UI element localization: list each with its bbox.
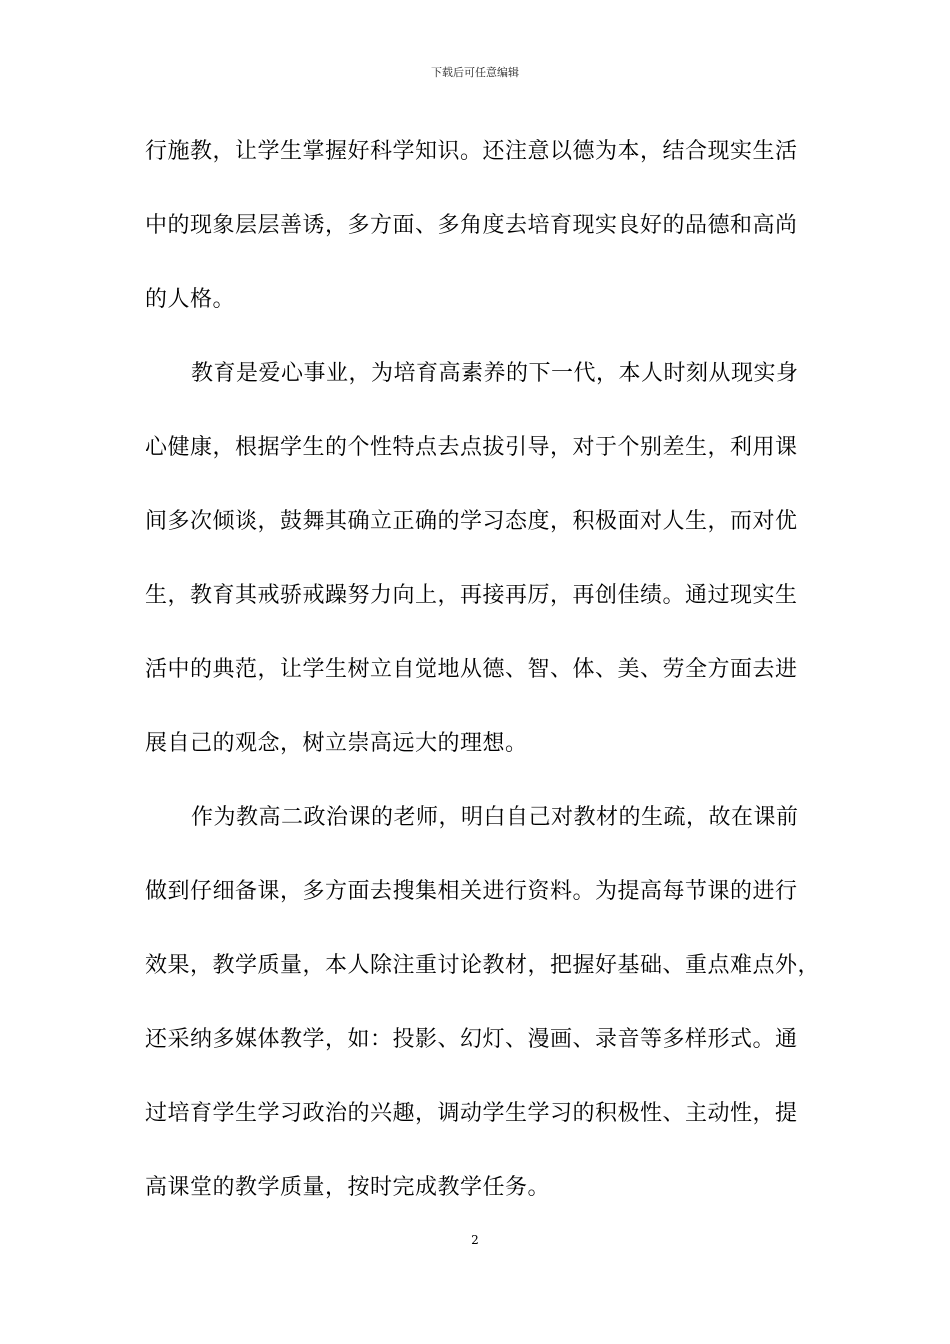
text-line: 过培育学生学习政治的兴趣，调动学生学习的积极性、主动性，提: [145, 1101, 798, 1126]
text-line: 做到仔细备课，多方面去搜集相关进行资料。为提高每节课的进行: [145, 879, 798, 904]
text-line: 的人格。: [145, 287, 236, 312]
text-line: 还采纳多媒体教学，如：投影、幻灯、漫画、录音等多样形式。通: [145, 1027, 798, 1052]
text-line: 间多次倾谈，鼓舞其确立正确的学习态度，积极面对人生，而对优: [145, 509, 798, 534]
paragraph-first-line: 教育是爱心事业，为培育高素养的下一代，本人时刻从现实身: [191, 361, 799, 386]
text-line: 生，教育其戒骄戒躁努力向上，再接再厉，再创佳绩。通过现实生: [145, 583, 798, 608]
page-number: 2: [471, 1233, 479, 1247]
page-header: 下载后可任意编辑: [431, 66, 519, 79]
text-line: 展自己的观念，树立崇高远大的理想。: [145, 731, 528, 756]
text-line: 效果，教学质量，本人除注重讨论教材，把握好基础、重点难点外，: [145, 953, 821, 978]
text-line: 活中的典范，让学生树立自觉地从德、智、体、美、劳全方面去进: [145, 657, 798, 682]
paragraph-first-line: 作为教高二政治课的老师，明白自己对教材的生疏，故在课前: [191, 805, 799, 830]
text-line: 中的现象层层善诱，多方面、多角度去培育现实良好的品德和高尚: [145, 213, 798, 238]
text-line: 高课堂的教学质量，按时完成教学任务。: [145, 1175, 551, 1200]
text-line: 行施教，让学生掌握好科学知识。还注意以德为本，结合现实生活: [145, 139, 798, 164]
text-line: 心健康，根据学生的个性特点去点拔引导，对于个别差生，利用课: [145, 435, 798, 460]
